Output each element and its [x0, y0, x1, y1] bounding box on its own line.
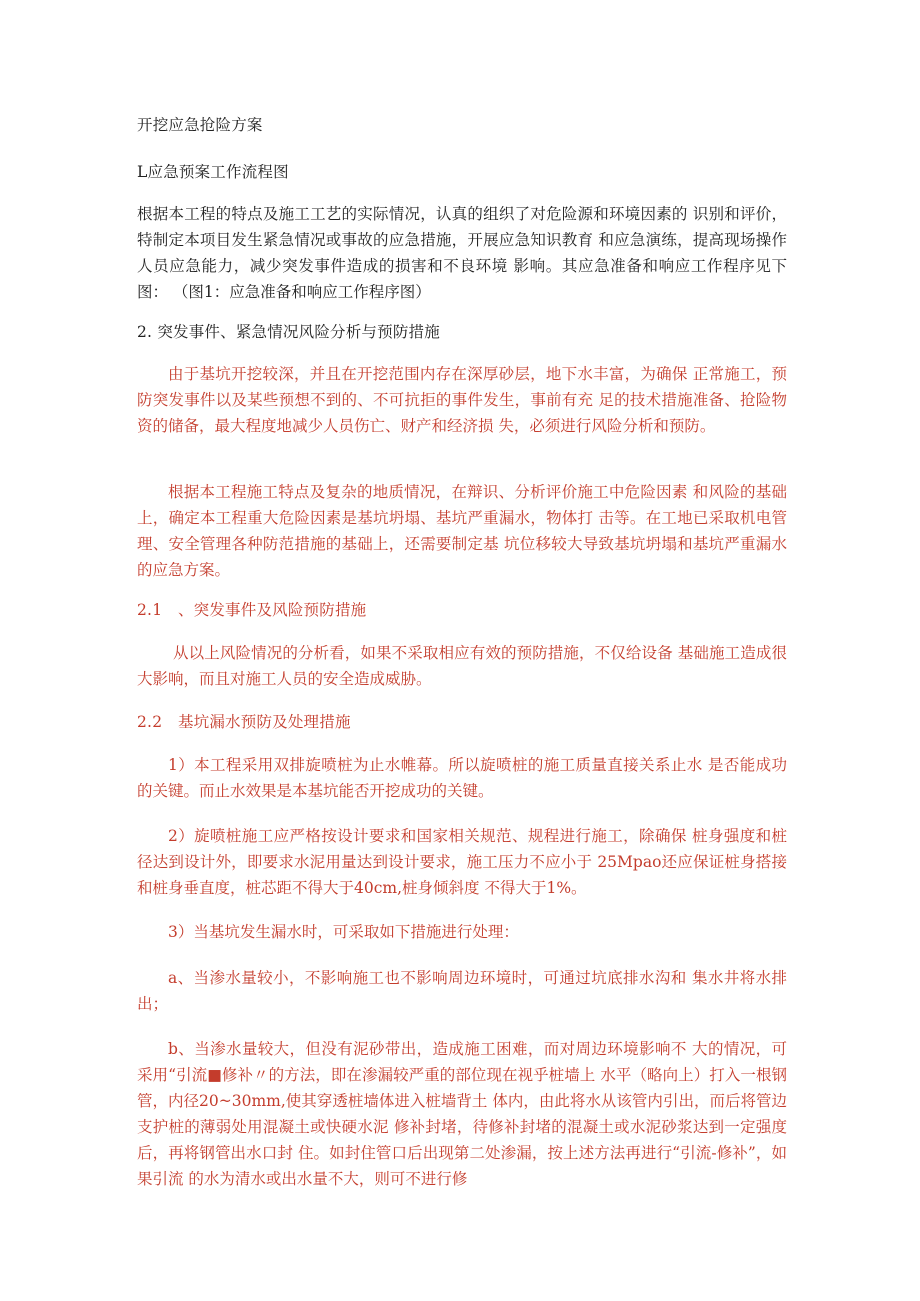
measure-item-3: 3）当基坑发生漏水时，可采取如下措施进行处理：	[168, 923, 519, 941]
heading-1: L应急预案工作流程图	[137, 163, 289, 181]
paragraph-2-1: 从以上风险情况的分析看，如果不采取相应有效的预防措施，不仅给设备 基础施工造成很大影响，而且对施工人员的安全造成威胁。	[137, 644, 787, 688]
measure-item-a: a、当渗水量较小，不影响施工也不影响周边环境时，可通过坑底排水沟和 集水井将水排出；	[137, 969, 787, 1013]
measure-item-1: 1）本工程采用双排旋喷桩为止水帷幕。所以旋喷桩的施工质量直接关系止水 是否能成功的关键。而止水效果是本基坑能否开挖成功的关键。	[137, 756, 787, 800]
measure-item-b: b、当渗水量较大，但没有泥砂带出，造成施工困难，而对周边环境影响不 大的情况，可采用“引流■修补〃的方法，即在渗漏较严重的部位现在视乎桩墙上 水平（略向上）打入一根钢管，内径20~30mm,使其穿透桩墙体进入桩墙背土 体内，由此将水从该管内引出，而后将管边支护桩的薄弱处用混凝土或快硬水泥 修补封堵，待修补封堵的混凝土或水泥砂浆达到一定强度后，再将钢管出水口封 住。如封住管口后出现第二处渗漏，按上述方法再进行“引流-修补”，如果引流 的水为清水或出水量不大，则可不进行修	[137, 1040, 787, 1188]
heading-2-1: 2.1 、突发事件及风险预防措施	[137, 601, 367, 619]
heading-2: 2. 突发事件、紧急情况风险分析与预防措施	[137, 323, 440, 341]
risk-paragraph-2: 根据本工程施工特点及复杂的地质情况，在辩识、分析评价施工中危险因素 和风险的基础上，确定本工程重大危险因素是基坑坍塌、基坑严重漏水，物体打 击等。在工地已采取机电管理、安全管理各种防范措施的基础上，还需要制定基 坑位移较大导致基坑坍塌和基坑严重漏水的应急方案。	[137, 483, 787, 579]
doc-title: 开挖应急抢险方案	[137, 116, 263, 134]
measure-item-2: 2）旋喷桩施工应严格按设计要求和国家相关规范、规程进行施工，除确保 桩身强度和桩径达到设计外，即要求水泥用量达到设计要求，施工压力不应小于 25Mpao还应保证桩身搭接和桩身垂直度，桩芯距不得大于40cm,桩身倾斜度 不得大于1%。	[137, 827, 787, 897]
risk-paragraph-1: 由于基坑开挖较深，并且在开挖范围内存在深厚砂层，地下水丰富，为确保 正常施工，预防突发事件以及某些预想不到的、不可抗拒的事件发生，事前有充 足的技术措施准备、抢险物资的储备，最大程度地减少人员伤亡、财产和经济损 失，必须进行风险分析和预防。	[137, 365, 787, 435]
heading-2-2: 2.2 基坑漏水预防及处理措施	[137, 713, 351, 731]
intro-paragraph: 根据本工程的特点及施工工艺的实际情况，认真的组织了对危险源和环境因素的 识别和评价，特制定本项目发生紧急情况或事故的应急措施，开展应急知识教育 和应急演练，提高现场操作人员应急能力，减少突发事件造成的损害和不良环境 影响。其应急准备和响应工作程序见下图： （图1：应急准备和响应工作程序图）	[137, 205, 787, 301]
